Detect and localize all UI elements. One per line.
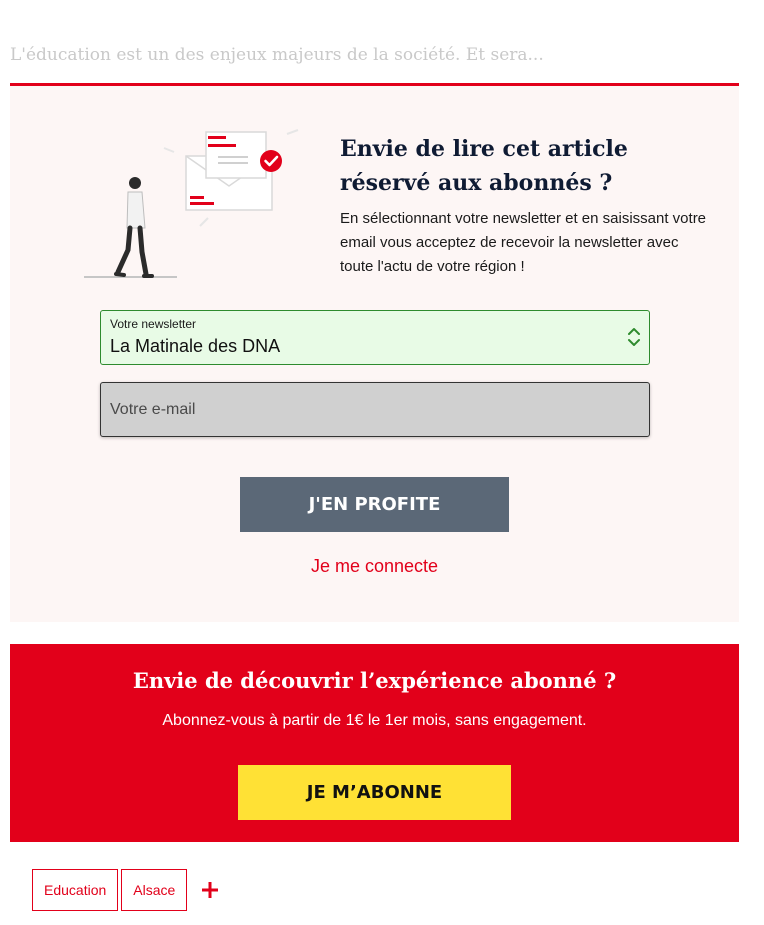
tag-alsace[interactable]: Alsace <box>121 869 187 911</box>
subscribe-banner <box>10 644 739 842</box>
chevron-up-down-icon <box>627 325 641 349</box>
email-input[interactable] <box>100 382 650 437</box>
subscribe-description: Abonnez-vous à partir de 1€ le 1er mois, sans engagement. <box>162 712 587 729</box>
paywall-description: En sélectionnant votre newsletter et en saisissant votre email vous acceptez de recevoir la newsletter avec toute l'actu de votre région ! <box>340 210 707 275</box>
newsletter-select-value: La Matinale des DNA <box>110 336 281 356</box>
subscribe-title: Envie de découvrir l’expérience abonné ? <box>132 668 617 693</box>
newsletter-select[interactable] <box>100 310 650 365</box>
newsletter-paywall <box>10 83 739 622</box>
tag-education[interactable]: Education <box>32 869 118 911</box>
article-tags <box>32 869 218 911</box>
jen-profite-button[interactable]: J'EN PROFITE <box>240 477 509 532</box>
paywall-title: Envie de lire cet article réservé aux abonnés ? <box>340 136 628 196</box>
article-teaser: L'éducation est un des enjeux majeurs de la société. Et sera... <box>10 45 544 65</box>
plus-icon[interactable] <box>202 882 218 898</box>
envelope-check-illustration-icon <box>82 126 312 286</box>
subscribe-button[interactable]: JE M’ABONNE <box>238 765 511 820</box>
newsletter-select-label: Votre newsletter <box>110 317 197 331</box>
login-link[interactable]: Je me connecte <box>310 556 439 576</box>
